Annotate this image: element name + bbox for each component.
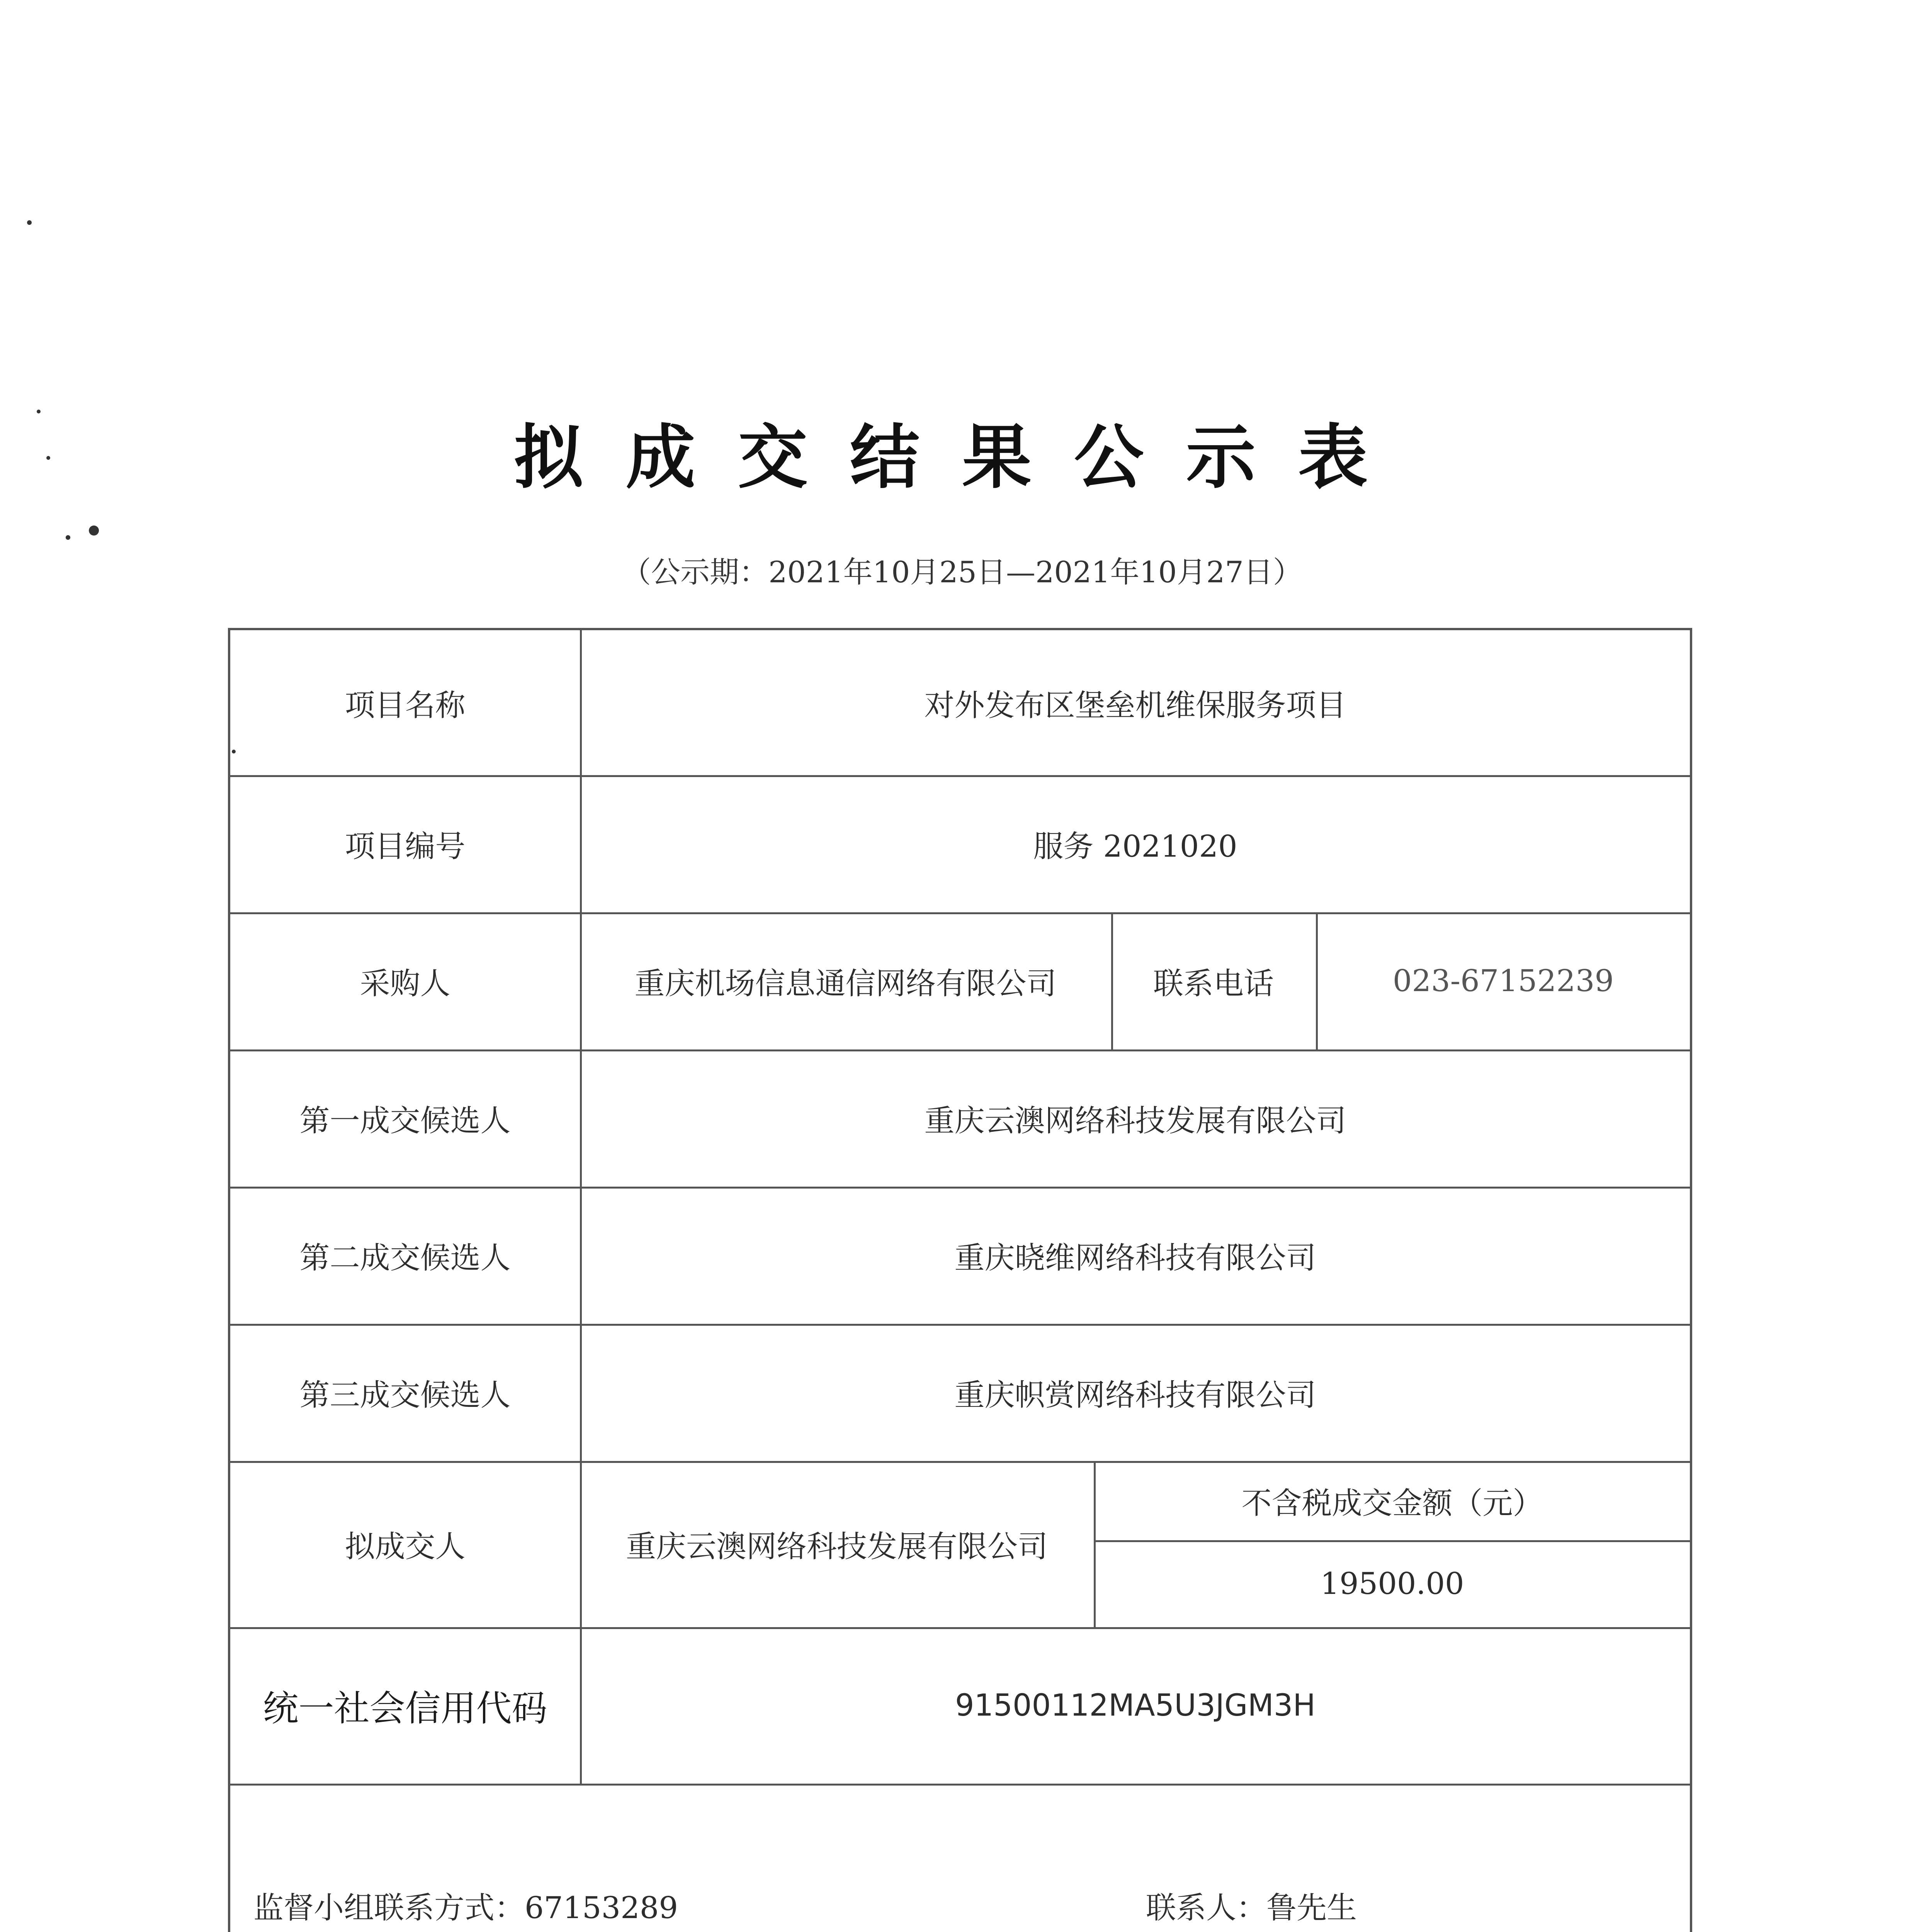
result-table — [228, 628, 1692, 1932]
announcement-period: （公示期：2021年10月25日—2021年10月27日） — [622, 555, 1302, 589]
amount-label: 不含税成交金额（元） — [1241, 1486, 1543, 1521]
supervision-contact-info: 监督小组联系方式：67153289 — [253, 1891, 678, 1925]
purchaser-value: 重庆机场信息通信网络有限公司 — [634, 966, 1057, 1001]
proposed-winner-label: 拟成交人 — [345, 1529, 466, 1564]
credit-code-label: 统一社会信用代码 — [263, 1687, 547, 1729]
project-number-label: 项目编号 — [345, 829, 466, 864]
candidate-1-value: 重庆云澳网络科技发展有限公司 — [924, 1103, 1346, 1138]
project-name-label: 项目名称 — [345, 688, 466, 723]
phone-value: 023-67152239 — [1392, 963, 1614, 998]
project-name-value: 对外发布区堡垒机维保服务项目 — [924, 688, 1346, 723]
scan-speck — [66, 535, 70, 540]
candidate-1-label: 第一成交候选人 — [299, 1103, 511, 1138]
credit-code-value: 91500112MA5U3JGM3H — [955, 1688, 1316, 1723]
scan-speck — [89, 526, 99, 536]
purchaser-label: 采购人 — [360, 966, 450, 1001]
candidate-3-value: 重庆帜赏网络科技有限公司 — [954, 1378, 1316, 1413]
amount-value: 19500.00 — [1320, 1566, 1464, 1601]
project-number-value: 服务 2021020 — [1033, 829, 1237, 864]
candidate-2-label: 第二成交候选人 — [299, 1240, 511, 1276]
supervision-contact-person: 联系人：鲁先生 — [1146, 1891, 1357, 1925]
proposed-winner-value: 重庆云澳网络科技发展有限公司 — [625, 1529, 1048, 1564]
candidate-2-value: 重庆晓维网络科技有限公司 — [954, 1240, 1316, 1276]
candidate-3-label: 第三成交候选人 — [299, 1378, 511, 1413]
phone-label: 联系电话 — [1153, 966, 1274, 1001]
document-title: 拟成交结果公示表 — [513, 417, 1410, 498]
scan-speck — [27, 220, 32, 225]
